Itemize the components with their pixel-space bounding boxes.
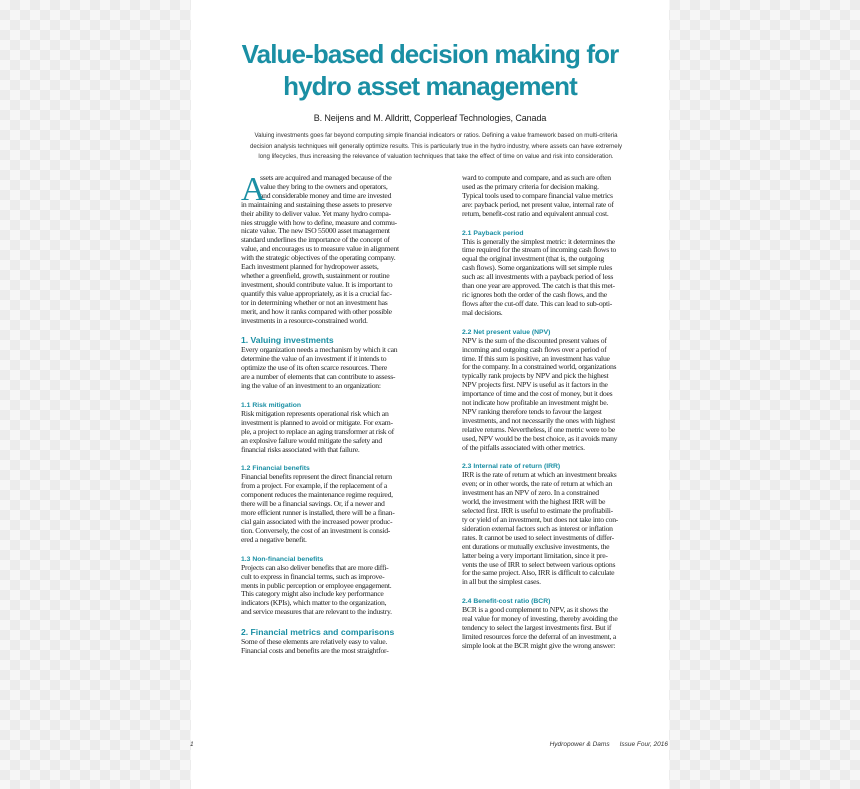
section-body xyxy=(462,238,678,318)
text-line: an explosive failure would mitigate the safety and xyxy=(241,436,382,445)
text-line: world, the investment with the highest IRR will be xyxy=(462,498,606,507)
text-line: and considerable money and time are invested xyxy=(260,191,392,200)
text-line: investment, should contribute value. It is important to xyxy=(241,280,393,289)
text-line: real value for money of investing, thereby avoiding the xyxy=(462,615,618,624)
text-line: equal the original investment (that is, the outgoing xyxy=(462,255,604,264)
text-line: value they bring to the owners and operators, xyxy=(260,182,388,191)
text-line: ent durations or mutually exclusive investments, the xyxy=(462,542,610,551)
text-line: financial risks associated with that failure. xyxy=(241,445,360,454)
section-body xyxy=(241,638,457,656)
text-line: investment is planned to avoid or mitigate. For exam- xyxy=(241,418,393,427)
text-line: standard underlines the importance of the concept of xyxy=(241,236,390,245)
text-line: of the pitfalls associated with other metrics. xyxy=(462,443,585,452)
text-line: mal decisions. xyxy=(462,308,503,317)
text-line: selected first. IRR is useful to estimate the profitabili- xyxy=(462,507,613,516)
text-line: value, and encourages us to measure value in alignment xyxy=(241,245,399,254)
subsection-heading-payback-period: 2.1 Payback period xyxy=(462,229,524,237)
text-line: more efficient runner is installed, there will be a finan- xyxy=(241,509,395,518)
text-line: Typical tools used to compare financial value metrics xyxy=(462,191,613,200)
text-line: ple, a project to replace an aging transformer at risk of xyxy=(241,427,394,436)
publication-name: Hydropower & Dams xyxy=(549,741,610,748)
text-line: from a project. For example, if the replacement of a xyxy=(241,482,388,491)
text-line: limited resources force the deferral of an investment, a xyxy=(462,632,616,641)
title-line-2: hydro asset management xyxy=(283,71,577,101)
text-line: ric ignores both the order of the cash flows, and the xyxy=(462,290,607,299)
text-line: quantify this value appropriately, as it is a crucial fac- xyxy=(241,289,392,298)
intro-paragraph xyxy=(241,171,457,325)
text-line: time required for the stream of incoming cash flows to xyxy=(462,246,617,255)
text-line: flows after the cut-off date. This can lead to sub-opti- xyxy=(462,299,613,308)
text-line: NPV projects first. NPV is useful as it factors in the xyxy=(462,381,608,390)
section-body xyxy=(462,337,678,453)
text-line: optimize the use of its often scarce resources. There xyxy=(241,364,388,373)
text-line: cult to express in financial terms, such as improve- xyxy=(241,572,385,581)
text-line: for the company. In a constrained world, organizations xyxy=(462,363,617,372)
subsection-heading-irr: 2.3 Internal rate of return (IRR) xyxy=(462,463,561,471)
text-line: indicators (KPIs), which matter to the organization, xyxy=(241,599,387,608)
issue-label: Issue Four, 2016 xyxy=(619,741,668,748)
abstract-line: Valuing investments goes far beyond computing simple financial indicators or ratios. Defining a value framework based on multi-criteria xyxy=(254,132,618,139)
text-line: investments in a resource-constrained world. xyxy=(241,316,368,325)
text-line: cial gain associated with the increased power produc- xyxy=(241,518,393,526)
text-line: tor in determining whether or not an investment has xyxy=(241,298,388,307)
text-line: used as the primary criteria for decision making. xyxy=(462,182,599,191)
text-line: latter being a very important limitation, since it pre- xyxy=(462,551,608,560)
text-line: ered a negative benefit. xyxy=(241,535,307,544)
text-line: determine the value of an investment if it intends to xyxy=(241,355,387,364)
text-line: Risk mitigation represents operational risk which an xyxy=(241,409,389,418)
text-line: simple look at the BCR might give the wrong answer: xyxy=(462,641,616,650)
text-line: nicate value. The new ISO 55000 asset management xyxy=(241,227,390,236)
text-line: ing the value of an investment to an organization: xyxy=(241,382,381,391)
text-line: component reduces the maintenance regime required, xyxy=(241,491,393,500)
text-line: are a number of elements that can contribute to assess- xyxy=(241,373,396,382)
text-line: tion. Conversely, the cost of an investment is consid- xyxy=(241,526,391,535)
abstract-line: long lifecycles, thus increasing the relevance of valuation techniques that take the effect of time on value and risk into consideration. xyxy=(258,153,614,160)
text-line: their ability to deliver value. Yet many hydro compa- xyxy=(241,209,391,218)
publication-footer xyxy=(540,741,668,748)
text-line: Projects can also deliver benefits that are more diffi- xyxy=(241,563,389,572)
title-line-1: Value-based decision making for xyxy=(241,39,619,69)
subsection-heading-npv: 2.2 Net present value (NPV) xyxy=(462,328,551,336)
section-heading-valuing-investments: 1. Valuing investments xyxy=(241,335,334,346)
text-line: there will be a financial savings. Or, if a newer and xyxy=(241,500,385,509)
text-line: Financial benefits represent the direct financial return xyxy=(241,473,392,482)
text-line: This is generally the simplest metric: it determines the xyxy=(462,237,615,246)
section-heading-financial-metrics: 2. Financial metrics and comparisons xyxy=(241,627,395,638)
article-abstract xyxy=(240,131,632,163)
text-line: Every organization needs a mechanism by which it can xyxy=(241,346,398,355)
text-line: and service measures that are relevant to the industry. xyxy=(241,608,392,617)
section-body xyxy=(462,606,678,651)
subsection-heading-non-financial-benefits: 1.3 Non-financial benefits xyxy=(241,555,324,563)
article-title xyxy=(235,38,625,102)
text-line: IRR is the rate of return at which an investment breaks xyxy=(462,471,617,480)
text-line: for the same project. Also, IRR is difficult to calculate xyxy=(462,569,615,578)
text-line: investment has an NPV of zero. In a constrained xyxy=(462,489,599,498)
text-line: tendency to select the largest investments first. But if xyxy=(462,624,612,633)
text-line: Financial costs and benefits are the most straightfor- xyxy=(241,647,389,656)
drop-cap: A xyxy=(241,171,266,208)
section-body xyxy=(241,473,457,544)
text-line: nies struggle with how to define, measure and commu- xyxy=(241,218,397,227)
text-line: such as: all investments with a payback period of less xyxy=(462,273,614,282)
abstract-line: decision analysis techniques will generally optimize results. This is particularly true in the hydro industry, where assets can have extremely xyxy=(249,142,622,150)
section-body xyxy=(241,564,457,617)
text-line: Some of these elements are relatively easy to value. xyxy=(241,638,388,647)
text-line: importance of time and the cost of money, but it does xyxy=(462,390,613,399)
section-body xyxy=(241,346,457,391)
text-line: typically rank projects by NPV and pick the highest xyxy=(462,372,609,381)
text-line: ssets are acquired and managed because of the xyxy=(260,174,392,182)
section-body xyxy=(462,174,678,219)
text-line: merit, and how it ranks compared with other possible xyxy=(241,307,392,316)
section-body xyxy=(241,410,457,455)
text-line: vents the use of IRR to select between various options xyxy=(462,560,616,569)
text-line: NPV ranking therefore tends to favour the largest xyxy=(462,407,602,416)
text-line: Each investment planned for hydropower assets, xyxy=(241,263,379,272)
subsection-heading-risk-mitigation: 1.1 Risk mitigation xyxy=(241,401,302,409)
text-line: This category might also include key performance xyxy=(241,590,384,599)
text-line: sideration external factors such as interest or inflation xyxy=(462,524,613,533)
text-line: ty or yield of an investment, but does not take into con- xyxy=(462,516,619,524)
text-line: rates. It cannot be used to select investments of differ- xyxy=(462,533,614,542)
text-line: in maintaining and sustaining these assets to preserve xyxy=(241,200,392,209)
section-body xyxy=(462,471,678,587)
text-line: than one year are approved. The catch is that this met- xyxy=(462,282,615,291)
text-line: return, benefit-cost ratio and equivalent annual cost. xyxy=(462,209,609,218)
text-line: time. If this sum is positive, an investment has value xyxy=(462,354,610,363)
text-line: are: payback period, net present value, internal rate of xyxy=(462,200,614,209)
text-line: with the strategic objectives of the operating company. xyxy=(241,254,396,263)
text-line: ments in public perception or employee engagement. xyxy=(241,581,392,590)
subsection-heading-financial-benefits: 1.2 Financial benefits xyxy=(241,465,310,473)
left-column xyxy=(241,171,457,656)
text-line: relative returns. Nevertheless, if one metric were to be xyxy=(462,425,615,434)
text-line: NPV is the sum of the discounted present values of xyxy=(462,336,607,345)
text-line: BCR is a good complement to NPV, as it shows the xyxy=(462,606,609,615)
subsection-heading-bcr: 2.4 Benefit-cost ratio (BCR) xyxy=(462,598,551,606)
text-line: whether a greenfield, growth, sustainment or routine xyxy=(241,271,390,280)
text-line: investments, and not necessarily the ones with highest xyxy=(462,416,616,425)
article-header xyxy=(235,38,625,123)
right-column xyxy=(462,174,678,651)
text-line: not indicate how profitable an investment might be. xyxy=(462,399,609,408)
article-authors: B. Neijens and M. Alldritt, Copperleaf Technologies, Canada xyxy=(313,113,547,123)
text-line: incoming and outgoing cash flows over a period of xyxy=(462,345,607,354)
text-line: cash flows). Some organizations will set simple rules xyxy=(462,264,613,273)
text-line: in all but the simplest cases. xyxy=(462,578,541,587)
text-line: even; or in other words, the rate of return at which an xyxy=(462,480,613,489)
text-line: used, NPV would be the best choice, as it avoids many xyxy=(462,434,618,443)
text-line: ward to compute and compare, and as such are often xyxy=(462,174,611,182)
page-number: 1 xyxy=(190,741,194,748)
